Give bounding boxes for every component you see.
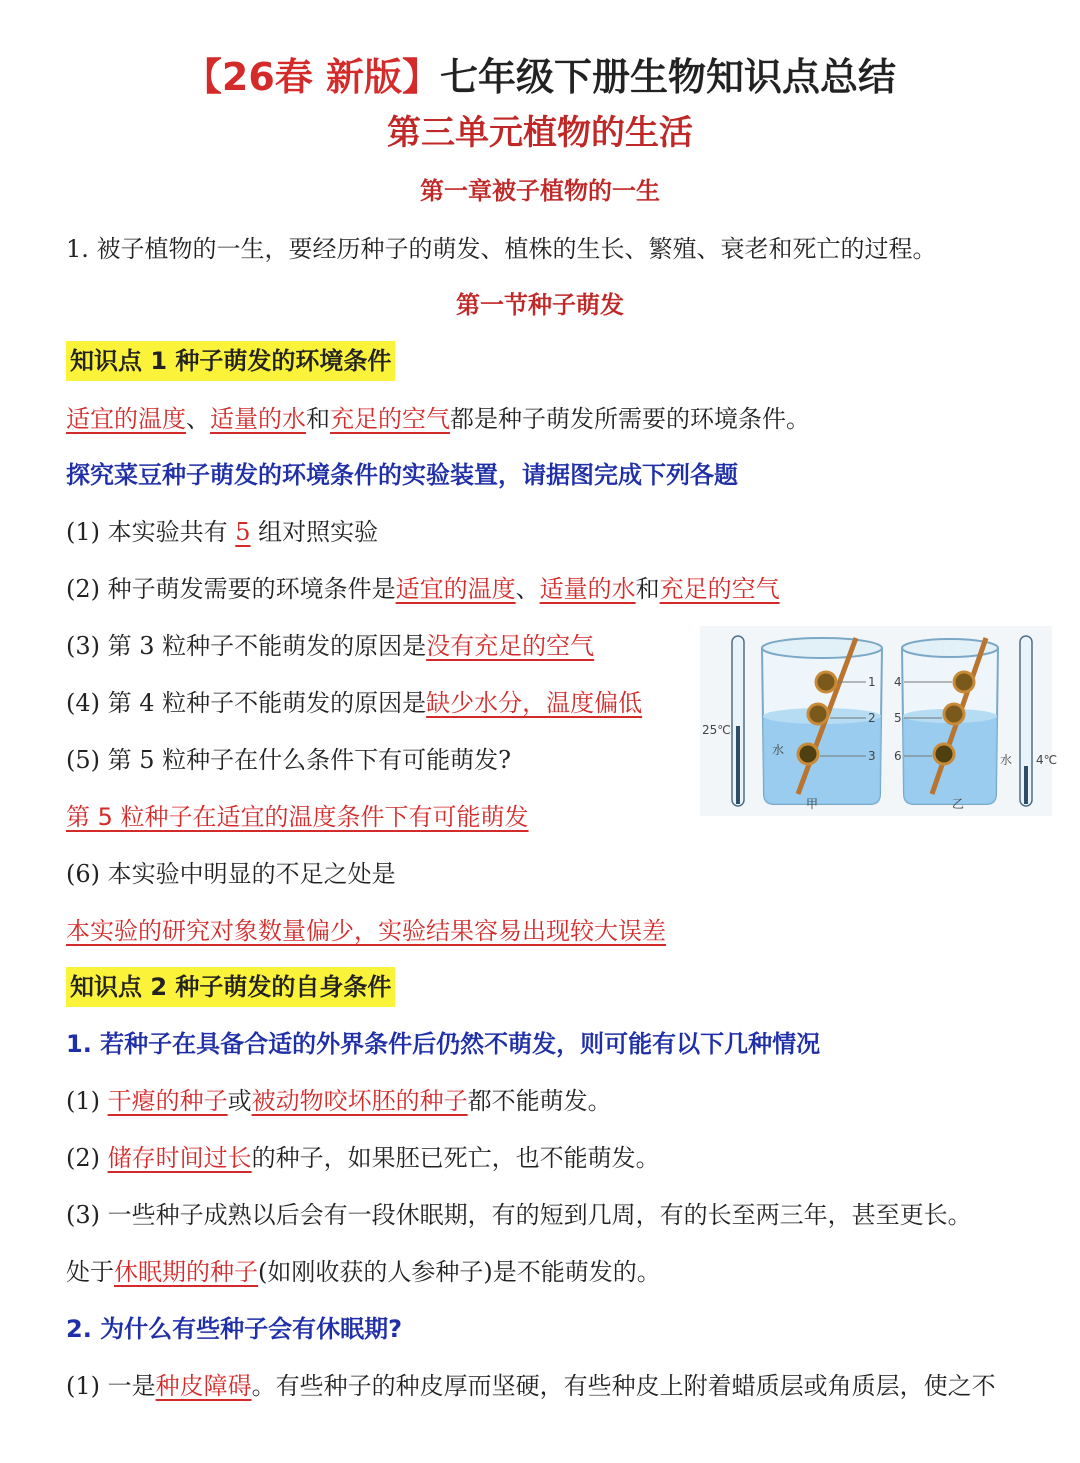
answer-temperature: 适宜的温度 bbox=[66, 405, 186, 433]
chapter-title: 第一章被子植物的一生 bbox=[420, 177, 660, 205]
edition-tag: 【26春 新版】 bbox=[183, 55, 441, 99]
reason-1-prefix: (1) 一是 bbox=[66, 1372, 156, 1400]
seed-label-2: 2 bbox=[868, 711, 876, 725]
temp-right-label: 4℃ bbox=[1036, 753, 1058, 767]
thermometer-right-icon bbox=[1020, 636, 1032, 806]
beaker-right bbox=[902, 638, 998, 804]
question-2-answer-3: 充足的空气 bbox=[659, 575, 780, 603]
thermometer-left-icon bbox=[732, 636, 744, 806]
question-2-text: (2) 种子萌发需要的环境条件是 bbox=[66, 575, 396, 603]
question-2 bbox=[66, 572, 780, 606]
kp2-subheading-1: 1. 若种子在具备合适的外界条件后仍然不萌发，则可能有以下几种情况 bbox=[66, 1030, 821, 1058]
item-2-suffix: 的种子，如果胚已死亡，也不能萌发。 bbox=[251, 1144, 660, 1172]
question-5: (5) 第 5 粒种子在什么条件下有可能萌发? bbox=[66, 746, 512, 774]
answer-air: 充足的空气 bbox=[330, 405, 450, 433]
beaker-left bbox=[762, 638, 882, 804]
question-1-text: (1) 本实验共有 bbox=[66, 518, 236, 546]
seed-label-1: 1 bbox=[868, 675, 876, 689]
question-6-answer-row bbox=[66, 914, 666, 948]
kp2-item-3-continued bbox=[66, 1255, 661, 1289]
section-title: 第一节种子萌发 bbox=[456, 291, 624, 319]
question-3 bbox=[66, 629, 594, 663]
conditions-rest: 都是种子萌发所需要的环境条件。 bbox=[450, 405, 810, 433]
intro-paragraph: 1. 被子植物的一生，要经历种子的萌发、植株的生长、繁殖、衰老和死亡的过程。 bbox=[66, 235, 937, 263]
answer-water: 适量的水 bbox=[210, 405, 306, 433]
experiment-heading: 探究菜豆种子萌发的环境条件的实验装置，请据图完成下列各题 bbox=[66, 461, 738, 489]
kp2-subheading-2: 2. 为什么有些种子会有休眠期? bbox=[66, 1315, 403, 1343]
kp1-heading: 知识点 1 种子萌发的环境条件 bbox=[66, 341, 395, 381]
question-2-answer-1: 适宜的温度 bbox=[395, 575, 516, 603]
question-1 bbox=[66, 515, 378, 549]
beaker-left-label: 甲 bbox=[806, 797, 819, 811]
reason-1-answer: 种皮障碍 bbox=[155, 1372, 252, 1400]
kp2-reason-1 bbox=[66, 1369, 996, 1403]
experiment-figure bbox=[700, 626, 1058, 816]
temp-left-label: 25℃ bbox=[702, 723, 731, 737]
question-4 bbox=[66, 686, 642, 720]
item-1-suffix: 都不能萌发。 bbox=[467, 1087, 612, 1115]
kp2-heading: 知识点 2 种子萌发的自身条件 bbox=[66, 967, 395, 1007]
item-1-number: (1) bbox=[66, 1087, 108, 1115]
question-5-answer: 第 5 粒种子在适宜的温度条件下有可能萌发 bbox=[66, 803, 529, 831]
kp2-item-1 bbox=[66, 1084, 612, 1118]
beaker-right-label: 乙 bbox=[952, 797, 965, 811]
question-1-suffix: 组对照实验 bbox=[250, 518, 379, 546]
kp2-heading-row bbox=[66, 970, 395, 1004]
item-3b-suffix: (如刚收获的人参种子)是不能萌发的。 bbox=[258, 1258, 661, 1286]
item-3b-prefix: 处于 bbox=[66, 1258, 114, 1286]
question-4-text: (4) 第 4 粒种子不能萌发的原因是 bbox=[66, 689, 427, 717]
question-2-answer-2: 适量的水 bbox=[539, 575, 636, 603]
question-6-answer: 本实验的研究对象数量偏少，实验结果容易出现较大误差 bbox=[66, 917, 666, 945]
question-1-answer: 5 bbox=[235, 518, 251, 546]
water-label-left: 水 bbox=[772, 743, 785, 757]
question-5-answer-row bbox=[66, 800, 529, 834]
item-1-answer-2: 被动物咬坏胚的种子 bbox=[251, 1087, 468, 1115]
main-title bbox=[0, 52, 1080, 102]
separator: 、 bbox=[515, 575, 540, 603]
conjunction: 和 bbox=[635, 575, 660, 603]
item-2-answer: 储存时间过长 bbox=[107, 1144, 252, 1172]
document-title: 七年级下册生物知识点总结 bbox=[440, 55, 897, 99]
kp2-item-3: (3) 一些种子成熟以后会有一段休眠期，有的短到几周，有的长至两三年，甚至更长。 bbox=[66, 1201, 972, 1229]
seed-label-6: 6 bbox=[894, 749, 902, 763]
question-3-answer: 没有充足的空气 bbox=[426, 632, 595, 660]
question-3-text: (3) 第 3 粒种子不能萌发的原因是 bbox=[66, 632, 427, 660]
kp1-heading-row bbox=[66, 344, 395, 378]
conjunction: 或 bbox=[227, 1087, 252, 1115]
item-2-number: (2) bbox=[66, 1144, 108, 1172]
question-6: (6) 本实验中明显的不足之处是 bbox=[66, 860, 396, 888]
item-3b-answer: 休眠期的种子 bbox=[114, 1258, 258, 1286]
seed-label-5: 5 bbox=[894, 711, 902, 725]
separator: 、 bbox=[186, 405, 210, 433]
question-4-answer: 缺少水分，温度偏低 bbox=[426, 689, 643, 717]
seed-label-3: 3 bbox=[868, 749, 876, 763]
kp2-item-2 bbox=[66, 1141, 660, 1175]
unit-title: 第三单元植物的生活 bbox=[387, 113, 693, 153]
seed-label-4: 4 bbox=[894, 675, 902, 689]
conjunction: 和 bbox=[306, 405, 330, 433]
kp1-conditions bbox=[66, 402, 810, 436]
water-label-right: 水 bbox=[1000, 753, 1013, 767]
item-1-answer-1: 干瘪的种子 bbox=[107, 1087, 228, 1115]
reason-1-suffix: 。有些种子的种皮厚而坚硬，有些种皮上附着蜡质层或角质层，使之不 bbox=[251, 1372, 996, 1400]
